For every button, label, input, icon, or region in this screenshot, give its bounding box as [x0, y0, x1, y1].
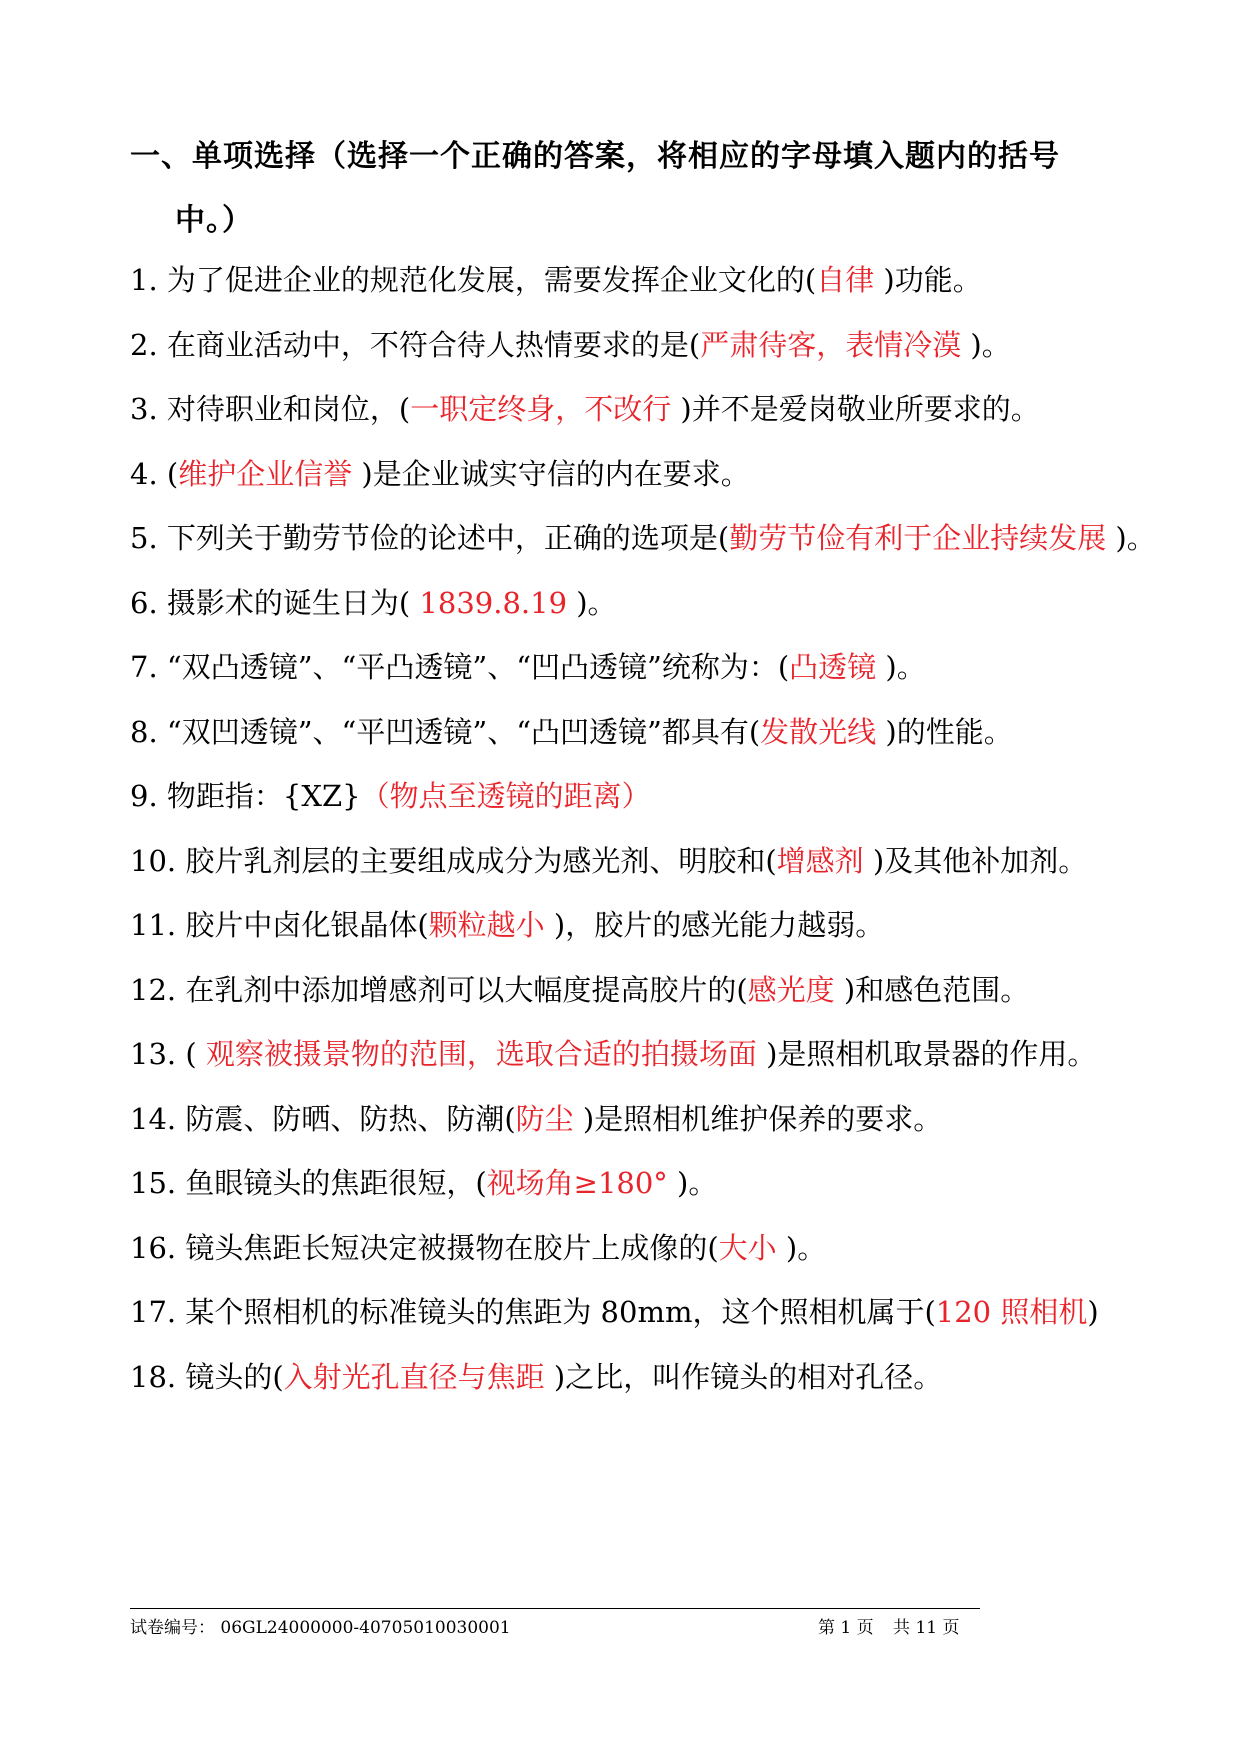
page-number	[818, 1617, 960, 1639]
question-text: )是企业诚实守信的内在要求。	[352, 456, 750, 491]
question-text: 10. 胶片乳剂层的主要组成成分为感光剂、明胶和(	[130, 843, 777, 878]
question-q7	[130, 635, 1215, 700]
question-q11	[130, 893, 1215, 958]
question-text: 12. 在乳剂中添加增感剂可以大幅度提高胶片的(	[130, 972, 748, 1007]
section-title-line-2: 中。）	[175, 203, 253, 238]
answer-text: 入射光孔直径与焦距	[283, 1359, 545, 1394]
question-q6	[130, 571, 1215, 636]
page-total: 11	[915, 1618, 938, 1638]
question-text: )是照相机取景器的作用。	[756, 1037, 1097, 1071]
question-text: 2. 在商业活动中，不符合待人热情要求的是(	[130, 327, 701, 362]
page-prefix: 第	[818, 1618, 835, 1638]
answer-text: 防尘	[515, 1101, 574, 1136]
question-text: )及其他补加剂。	[863, 843, 1088, 878]
question-q18	[130, 1345, 1215, 1410]
question-text: 9. 物距指：{XZ}	[130, 779, 361, 813]
question-text: 8. “双凹透镜”、“平凹透镜”、“凸凹透镜”都具有(	[130, 714, 761, 749]
question-text: )。	[876, 650, 926, 684]
question-text: 18. 镜头的(	[130, 1359, 284, 1394]
question-text: 5. 下列关于勤劳节俭的论述中，正确的选项是(	[130, 521, 730, 555]
question-text: 16. 镜头焦距长短决定被摄物在胶片上成像的(	[130, 1230, 719, 1265]
question-text: )。	[776, 1230, 827, 1265]
question-text: 13. (	[130, 1037, 206, 1071]
question-q13	[130, 1022, 1215, 1087]
answer-text: 凸透镜	[789, 650, 877, 684]
question-q14	[130, 1087, 1215, 1152]
question-q2	[130, 313, 1215, 378]
exam-code-label: 试卷编号：	[130, 1618, 215, 1638]
question-text: )	[1087, 1295, 1099, 1329]
question-text: 3. 对待职业和岗位，(	[130, 392, 411, 426]
exam-code	[130, 1617, 511, 1639]
answer-text: 一职定终身，不改行	[410, 392, 672, 426]
question-text: )。	[567, 585, 617, 620]
question-text: 15. 鱼眼镜头的焦距很短，(	[130, 1166, 487, 1200]
answer-text: 颗粒越小	[428, 908, 545, 942]
answer-text: 严肃待客，表情冷漠	[700, 327, 962, 362]
question-q15	[130, 1151, 1215, 1216]
question-text: )，胶片的感光能力越弱。	[544, 908, 885, 942]
question-text: 7. “双凸透镜”、“平凸透镜”、“凹凸透镜”统称为：(	[130, 650, 790, 684]
question-q9	[130, 764, 1215, 829]
question-q16	[130, 1216, 1215, 1281]
question-text: )功能。	[874, 263, 982, 297]
question-q10	[130, 829, 1215, 894]
answer-text: 增感剂	[776, 843, 864, 878]
question-text: 4. (	[130, 456, 179, 491]
question-text: )。	[961, 327, 1011, 362]
answer-text: 发散光线	[760, 714, 877, 749]
question-text: )的性能。	[876, 714, 1013, 749]
answer-text: 观察被摄景物的范围，选取合适的拍摄场面	[205, 1037, 757, 1071]
total-prefix: 共	[893, 1618, 911, 1638]
question-text: )。	[667, 1166, 718, 1200]
question-text: 14. 防震、防晒、防热、防潮(	[130, 1101, 516, 1136]
answer-text: 1839.8.19	[419, 585, 568, 620]
question-q1	[130, 248, 1215, 313]
answer-text: 120 照相机	[935, 1295, 1088, 1329]
question-text: 11. 胶片中卤化银晶体(	[130, 908, 429, 942]
section-title	[130, 125, 1190, 253]
question-q8	[130, 700, 1215, 765]
section-title-line-1: 一、单项选择（选择一个正确的答案，将相应的字母填入题内的括号	[130, 139, 1060, 174]
question-text: )和感色范围。	[834, 972, 1030, 1007]
question-list	[130, 248, 1215, 1409]
answer-text: 维护企业信誉	[178, 456, 353, 491]
answer-text: 大小	[718, 1230, 777, 1265]
question-q5	[130, 506, 1215, 571]
answer-text: （物点至透镜的距离）	[360, 779, 651, 813]
answer-text: 视场角≥180°	[486, 1166, 668, 1200]
question-text: 6. 摄影术的诞生日为(	[130, 585, 420, 620]
question-q3	[130, 377, 1215, 442]
question-text: 17. 某个照相机的标准镜头的焦距为 80mm，这个照相机属于(	[130, 1295, 936, 1329]
question-text: )是照相机维护保养的要求。	[573, 1101, 943, 1136]
page-current: 1	[840, 1618, 852, 1638]
question-q4	[130, 442, 1215, 507]
question-q12	[130, 958, 1215, 1023]
question-text: )并不是爱岗敬业所要求的。	[671, 392, 1040, 426]
answer-text: 自律	[816, 263, 875, 297]
footer-divider	[130, 1608, 980, 1609]
answer-text: 感光度	[747, 972, 835, 1007]
question-text: 1. 为了促进企业的规范化发展，需要发挥企业文化的(	[130, 263, 817, 297]
exam-code-value: 06GL24000000-40705010030001	[220, 1618, 511, 1638]
question-text: )。	[1106, 521, 1156, 555]
question-q17	[130, 1280, 1215, 1345]
question-text: )之比，叫作镜头的相对孔径。	[544, 1359, 943, 1394]
total-unit: 页	[942, 1618, 960, 1638]
page-unit: 页	[856, 1618, 874, 1638]
answer-text: 勤劳节俭有利于企业持续发展	[729, 521, 1107, 555]
